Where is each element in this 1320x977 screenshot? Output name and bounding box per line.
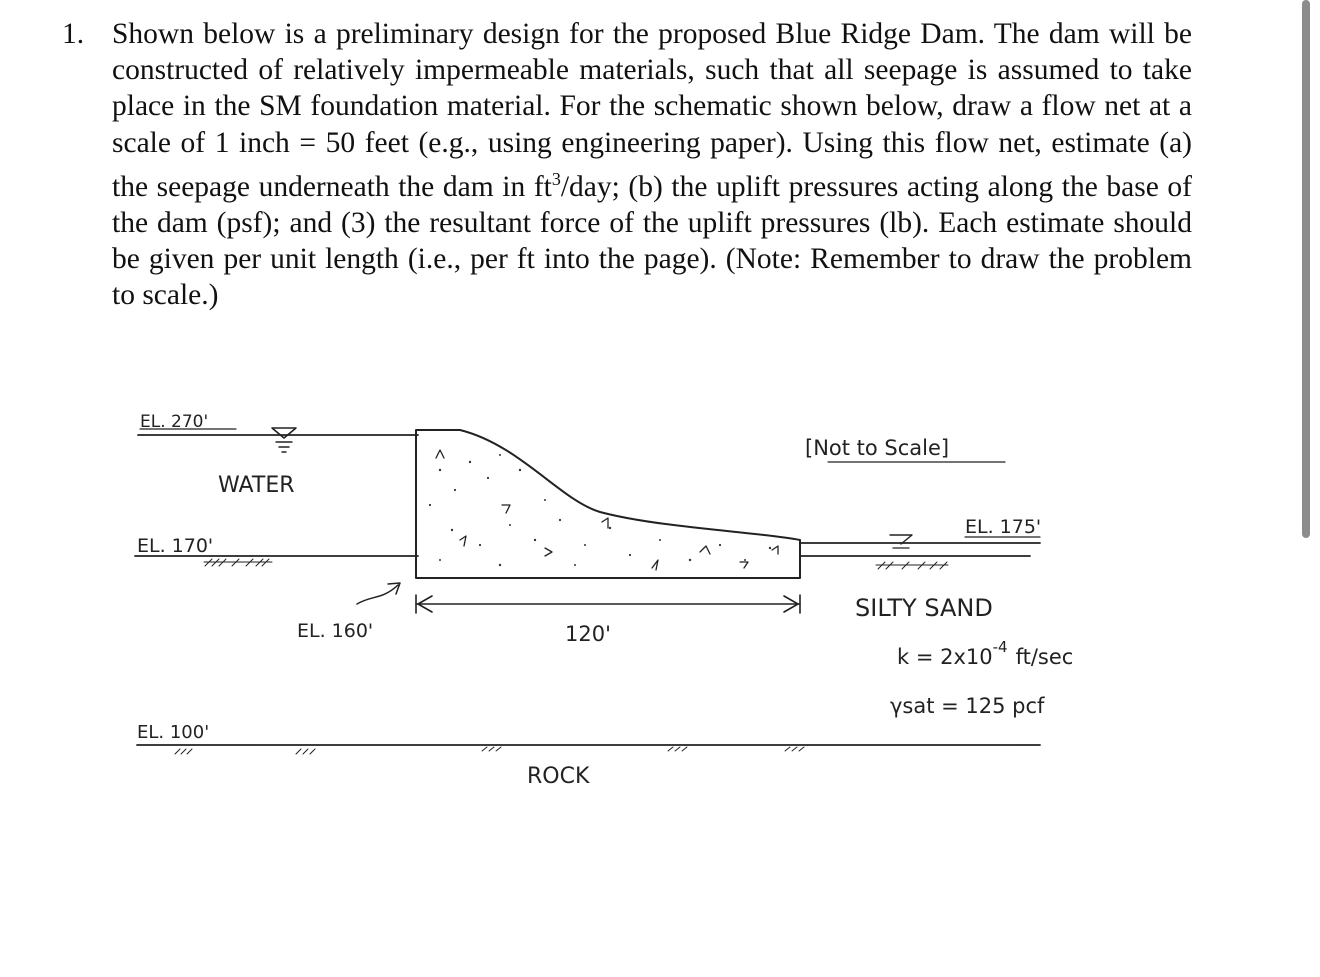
label-silty-sand: SILTY SAND xyxy=(855,594,993,622)
ground-hatch-upstream xyxy=(204,559,272,566)
label-dim-120: 120' xyxy=(565,622,611,646)
label-el-160: EL. 160' xyxy=(297,620,374,642)
label-k-units: ft/sec xyxy=(1015,645,1074,669)
problem-number: 1. xyxy=(62,18,85,50)
ground-hatch-downstream xyxy=(876,562,948,569)
water-level-icon-downstream xyxy=(890,535,912,548)
label-k-value: k = 2x10 xyxy=(897,645,993,669)
label-water: WATER xyxy=(218,473,295,498)
label-el-270: EL. 270' xyxy=(140,412,209,432)
label-el-170: EL. 170' xyxy=(137,535,214,557)
water-level-icon xyxy=(272,428,296,452)
el160-pointer-arrow xyxy=(357,583,400,604)
label-not-to-scale: [Not to Scale] xyxy=(805,436,950,460)
problem-text-main: Shown below is a preliminary design for the proposed Blue Ridge Dam. The dam will be constructed of relatively impermeable materials, such that all seepage is assumed to take place in the SM foundation material. For the schematic shown below, draw a flow net at a scale of 1 inch = 50 feet (e.g., using engineering paper). Using this flow net, estimate (a) the seepage underneath the dam in ft xyxy=(112,18,1192,203)
rock-hatch xyxy=(175,747,804,754)
label-k-exponent: -4 xyxy=(992,638,1008,656)
label-gamma-sat: γsat = 125 pcf xyxy=(890,694,1045,718)
dam-stipple xyxy=(429,454,771,566)
label-el-100: EL. 100' xyxy=(137,722,210,743)
label-permeability xyxy=(897,638,1073,669)
problem-text-superscript: 3 xyxy=(551,168,561,189)
dam-body xyxy=(416,430,800,578)
label-rock: ROCK xyxy=(527,764,590,789)
problem-text-rest: /day; (b) the uplift pressures acting along the base of the dam (psf); and (3) the resultant force of the uplift pressures (lb). Each estimate should be given per unit length (i.e., per ft into the page). (Note: Remember to draw the problem to scale.) xyxy=(112,170,1192,312)
dam-width-dimension xyxy=(416,595,800,613)
dam-aggregate-marks xyxy=(436,450,778,570)
vertical-scrollbar[interactable] xyxy=(1302,0,1310,538)
label-el-175: EL. 175' xyxy=(965,516,1042,538)
